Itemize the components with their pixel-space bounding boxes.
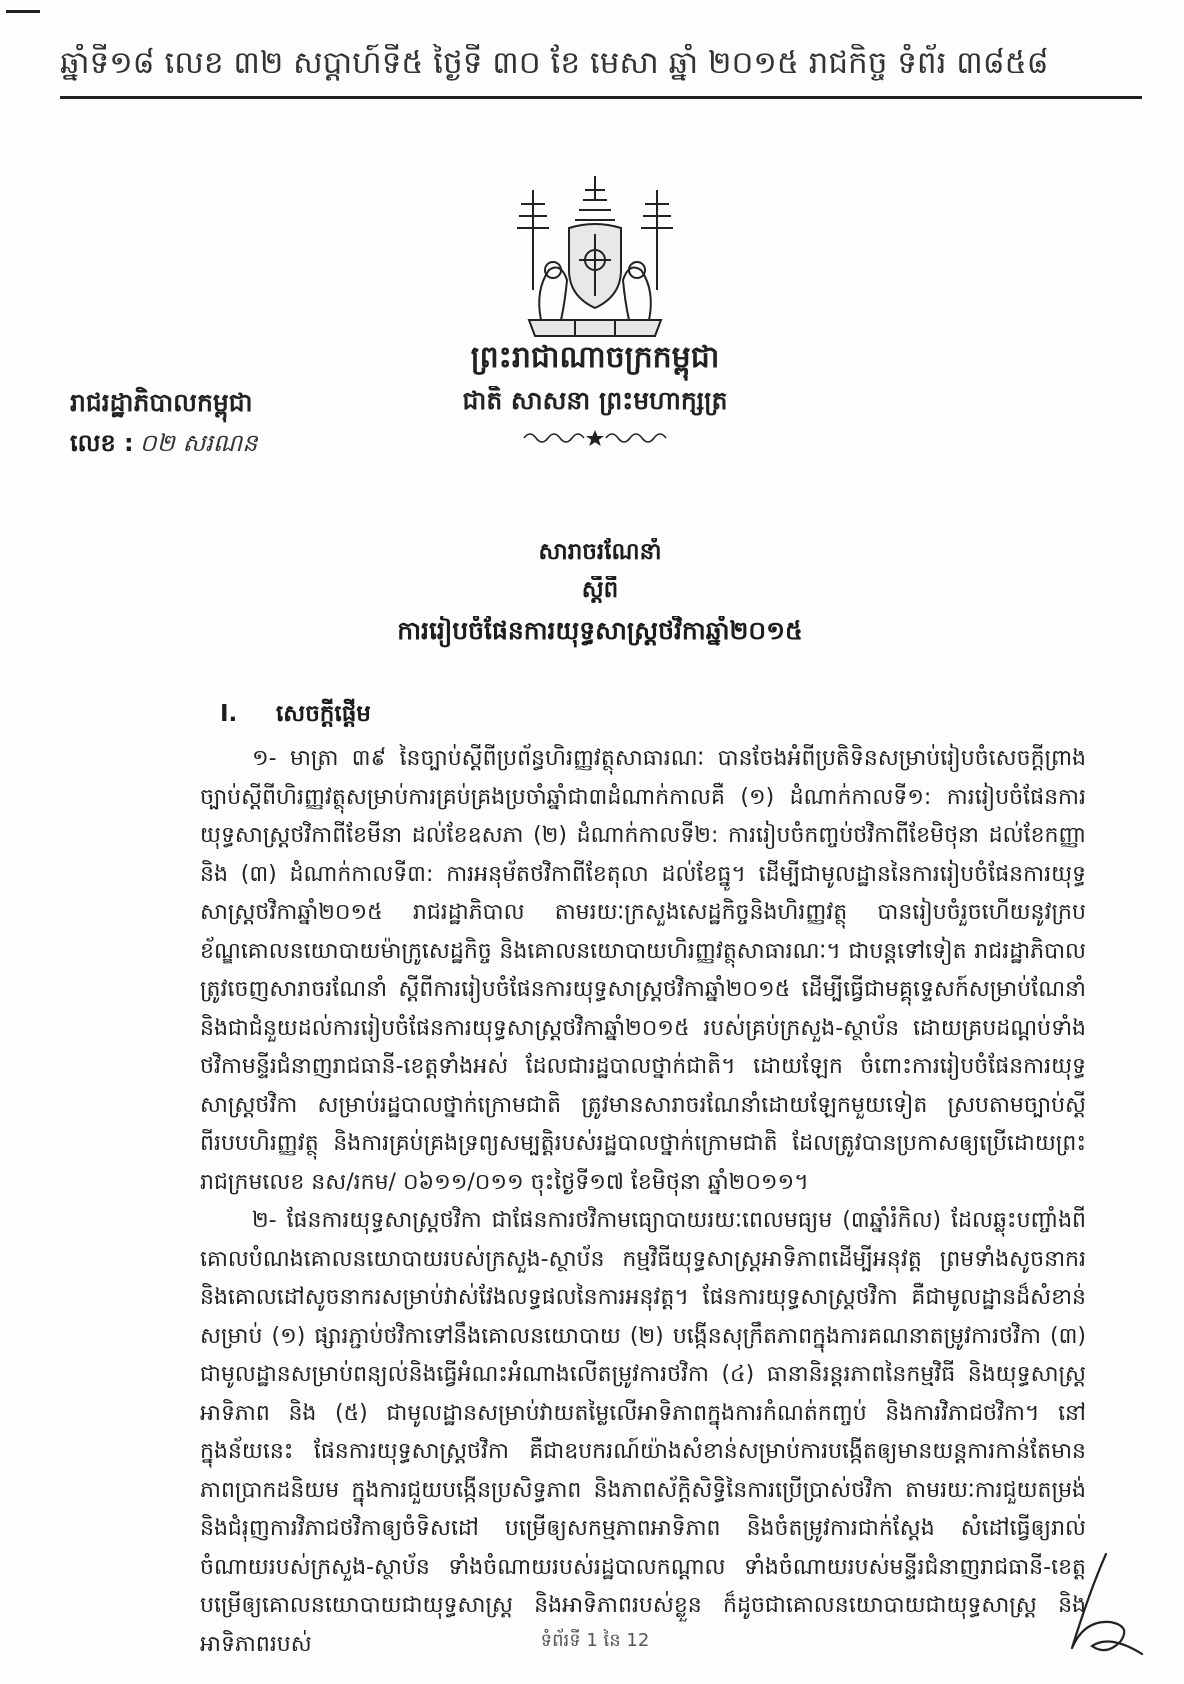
- section-heading: [220, 700, 620, 732]
- handwritten-signature-icon: [1050, 1550, 1150, 1660]
- page-number: ទំព័រទី 1 នៃ 12: [540, 1630, 650, 1651]
- section-number: I.: [220, 701, 238, 727]
- document-number-label: លេខ :: [70, 429, 134, 457]
- document-type: សារាចរណែនាំ: [538, 539, 662, 565]
- scan-corner-mark: [6, 10, 40, 13]
- header-rule: [60, 96, 1142, 99]
- document-number: [70, 428, 390, 462]
- ornament-divider-icon: [520, 426, 670, 448]
- gazette-header-line: ឆ្នាំទី១៨ លេខ ៣២ សប្តាហ៍ទី៥ ថ្ងៃទី ៣០ ខែ មេសា ឆ្នាំ ២០១៥ រាជកិច្ច ទំព័រ ៣៨៥៨: [60, 45, 1049, 81]
- paragraph-2: ២- ផែនការយុទ្ធសាស្ត្រថវិកា ជាផែនការថវិកាមធ្យោបាយរយៈពេលមធ្យម (៣ឆ្នាំរំកិល) ដែលឆ្លុះបញ្ចាំងពីគោលបំណងគោលនយោបាយរបស់ក្រសួង-ស្ថាប័ន កម្មវិធីយុទ្ធសាស្ត្រអាទិភាពដើម្បីអនុវត្ត ព្រមទាំងសូចនាករ និងគោលដៅសូចនាករសម្រាប់វាស់វែងលទ្ធផលនៃការអនុវត្ត។ ផែនការយុទ្ធសាស្ត្រថវិកា គឺជាមូលដ្ឋានដ៏សំខាន់សម្រាប់ (១) ផ្សារភ្ជាប់ថវិកាទៅនឹងគោលនយោបាយ (២) បង្កើនសុក្រឹតភាពក្នុងការគណនាតម្រូវការថវិកា (៣) ជាមូលដ្ឋានសម្រាប់ពន្យល់និងធ្វើអំណះអំណាងលើតម្រូវការថវិកា (៤) ធានានិរន្តរភាពនៃកម្មវិធី និងយុទ្ធសាស្ត្រអាទិភាព និង (៥) ជាមូលដ្ឋានសម្រាប់វាយតម្លៃលើអាទិភាពក្នុងការកំណត់កញ្ចប់ និងការវិភាជថវិកា។ នៅក្នុងន័យនេះ ផែនការយុទ្ធសាស្ត្រថវិកា គឺជាឧបករណ៍យ៉ាងសំខាន់សម្រាប់ការបង្កើតឲ្យមានយន្តការកាន់តែមានភាពប្រាកដនិយម ក្នុងការជួយបង្កើនប្រសិទ្ធភាព និងភាពស័ក្តិសិទ្ធិនៃការប្រើប្រាស់ថវិកា តាមរយៈការជួយតម្រង់ និងជំរុញការវិភាជថវិកាឲ្យចំទិសដៅ បម្រើឲ្យសកម្មភាពអាទិភាព និងចំតម្រូវការជាក់ស្តែង សំដៅធ្វើឲ្យរាល់ចំណាយរបស់ក្រសួង-ស្ថាប័ន ទាំងចំណាយរបស់រដ្ឋបាលកណ្តាល ទាំងចំណាយរបស់មន្ទីរជំនាញរាជធានី-ខេត្ត បម្រើឲ្យគោលនយោបាយជាយុទ្ធសាស្ត្រ និងអាទិភាពរបស់ខ្លួន ក៏ដូចជាគោលនយោបាយជាយុទ្ធសាស្ត្រ និងអាទិភាពរបស់: [200, 1208, 1086, 1657]
- section-title: សេចក្តីផ្តើម: [276, 701, 371, 727]
- issuing-authority: រាជរដ្ឋាភិបាលកម្ពុជា: [70, 388, 253, 417]
- document-title: ការរៀបចំផែនការយុទ្ធសាស្ត្រថវិកាឆ្នាំ២០១៥: [397, 616, 803, 645]
- document-about: ស្តីពី: [581, 577, 619, 603]
- national-motto: ជាតិ សាសនា ព្រះមហាក្សត្រ: [462, 386, 728, 415]
- document-number-value: ០២ សរណន: [139, 429, 258, 457]
- paragraph-1: ១- មាត្រា ៣៩ នៃច្បាប់ស្តីពីប្រព័ន្ធហិរញ្ញវត្ថុសាធារណៈ បានចែងអំពីប្រតិទិនសម្រាប់រៀបចំសេចក្តីព្រាងច្បាប់ស្តីពីហិរញ្ញវត្ថុសម្រាប់ការគ្រប់គ្រងប្រចាំឆ្នាំជា៣ដំណាក់កាលគឺ (១) ដំណាក់កាលទី១: ការរៀបចំផែនការយុទ្ធសាស្ត្រថវិកាពីខែមីនា ដល់ខែឧសភា (២) ដំណាក់កាលទី២: ការរៀបចំកញ្ចប់ថវិកាពីខែមិថុនា ដល់ខែកញ្ញា និង (៣) ដំណាក់កាលទី៣: ការអនុម័តថវិកាពីខែតុលា ដល់ខែធ្នូ។ ដើម្បីជាមូលដ្ឋាននៃការរៀបចំផែនការយុទ្ធសាស្ត្រថវិកាឆ្នាំ២០១៥ រាជរដ្ឋាភិបាល តាមរយៈក្រសួងសេដ្ឋកិច្ចនិងហិរញ្ញវត្ថុ បានរៀបចំរួចហើយនូវក្របខ័ណ្ឌគោលនយោបាយម៉ាក្រូសេដ្ឋកិច្ច និងគោលនយោបាយហិរញ្ញវត្ថុសាធារណៈ។ ជាបន្តទៅទៀត រាជរដ្ឋាភិបាលត្រូវចេញសារាចរណែនាំ ស្តីពីការរៀបចំផែនការយុទ្ធសាស្ត្រថវិកាឆ្នាំ២០១៥ ដើម្បីធ្វើជាមគ្គុទ្ទេសក៍សម្រាប់ណែនាំ និងជាជំនួយដល់ការរៀបចំផែនការយុទ្ធសាស្ត្រថវិកាឆ្នាំ២០១៥ របស់គ្រប់ក្រសួង-ស្ថាប័ន ដោយគ្របដណ្តប់ទាំងថវិកាមន្ទីរជំនាញរាជធានី-ខេត្តទាំងអស់ ដែលជារដ្ឋបាលថ្នាក់ជាតិ។ ដោយឡែក ចំពោះការរៀបចំផែនការយុទ្ធសាស្ត្រថវិកា សម្រាប់រដ្ឋបាលថ្នាក់ក្រោមជាតិ ត្រូវមានសារាចរណែនាំដោយឡែកមួយទៀត ស្របតាមច្បាប់ស្តីពីរបបហិរញ្ញវត្ថុ និងការគ្រប់គ្រងទ្រព្យសម្បត្តិរបស់រដ្ឋបាលថ្នាក់ក្រោមជាតិ ដែលត្រូវបានប្រកាសឲ្យប្រើដោយព្រះរាជក្រមលេខ នស/រកម/ ០៦១១/០១១ ចុះថ្ងៃទី១៧ ខែមិថុនា ឆ្នាំ២០១១។: [200, 746, 1086, 1195]
- body-text: [200, 740, 1086, 1664]
- royal-coat-of-arms-icon: [505, 170, 685, 340]
- kingdom-title: ព្រះរាជាណាចក្រកម្ពុជា: [470, 340, 720, 375]
